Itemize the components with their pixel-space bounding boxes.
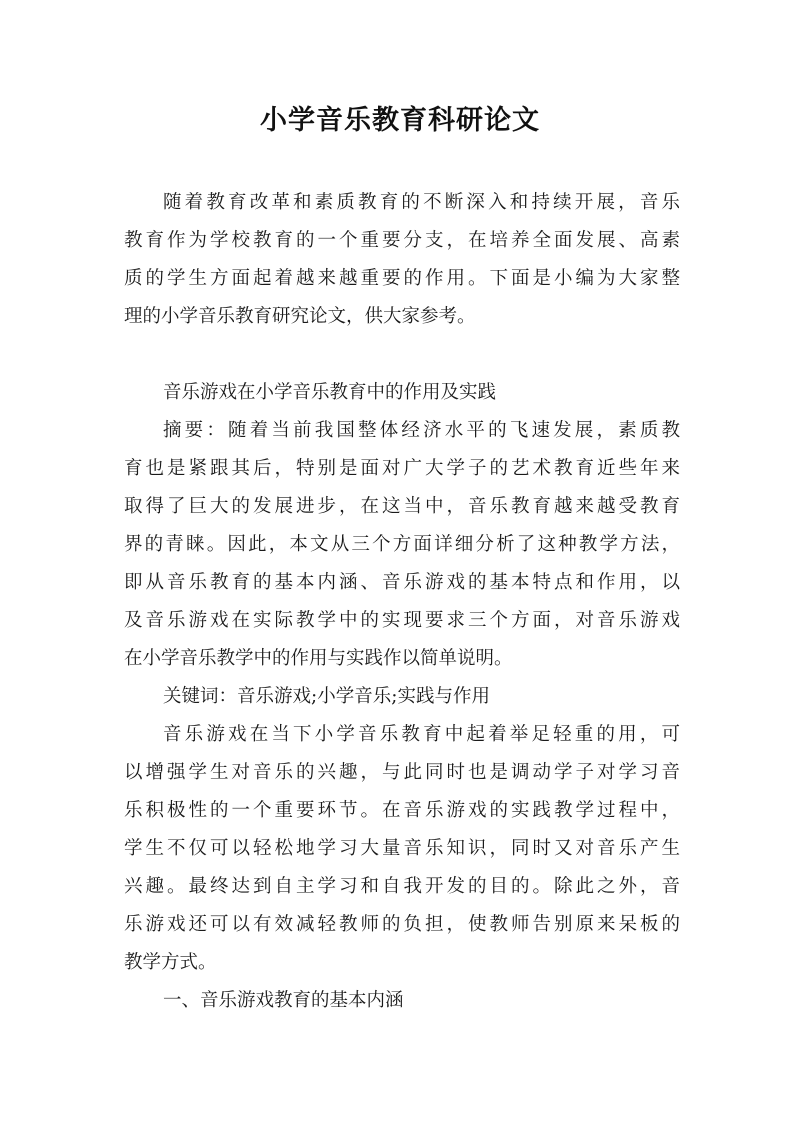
- body-line-4: 学生不仅可以轻松地学习大量音乐知识，同时又对音乐产生: [124, 838, 680, 859]
- body-line-7: 教学方式。: [124, 952, 217, 973]
- section-heading-1: 一、音乐游戏教育的基本内涵: [163, 990, 404, 1011]
- intro-line-2: 教育作为学校教育的一个重要分支，在培养全面发展、高素: [124, 230, 680, 251]
- article-heading: 音乐游戏在小学音乐教育中的作用及实践: [163, 382, 497, 403]
- intro-line-3: 质的学生方面起着越来越重要的作用。下面是小编为大家整: [124, 268, 680, 289]
- abstract-line-5: 即从音乐教育的基本内涵、音乐游戏的基本特点和作用，以: [124, 572, 680, 593]
- keywords-line: 关键词：音乐游戏;小学音乐;实践与作用: [163, 686, 490, 707]
- body-line-2: 以增强学生对音乐的兴趣，与此同时也是调动学子对学习音: [124, 762, 680, 783]
- body-line-3: 乐积极性的一个重要环节。在音乐游戏的实践教学过程中，: [124, 800, 680, 821]
- document-title: 小学音乐教育科研论文: [260, 105, 540, 136]
- abstract-line-3: 取得了巨大的发展进步，在这当中，音乐教育越来越受教育: [124, 496, 680, 517]
- body-line-5: 兴趣。最终达到自主学习和自我开发的目的。除此之外，音: [124, 876, 680, 897]
- intro-line-1: 随着教育改革和素质教育的不断深入和持续开展，音乐: [163, 192, 680, 213]
- abstract-line-6: 及音乐游戏在实际教学中的实现要求三个方面，对音乐游戏: [124, 610, 680, 631]
- abstract-line-1: 摘要：随着当前我国整体经济水平的飞速发展，素质教: [163, 420, 680, 441]
- abstract-line-4: 界的青睐。因此，本文从三个方面详细分析了这种教学方法，: [124, 534, 680, 555]
- body-line-6: 乐游戏还可以有效减轻教师的负担，使教师告别原来呆板的: [124, 914, 680, 935]
- intro-line-4: 理的小学音乐教育研究论文，供大家参考。: [124, 306, 476, 327]
- abstract-line-7: 在小学音乐教学中的作用与实践作以简单说明。: [124, 648, 513, 669]
- abstract-line-2: 育也是紧跟其后，特别是面对广大学子的艺术教育近些年来: [124, 458, 680, 479]
- body-line-1: 音乐游戏在当下小学音乐教育中起着举足轻重的用，可: [163, 724, 680, 745]
